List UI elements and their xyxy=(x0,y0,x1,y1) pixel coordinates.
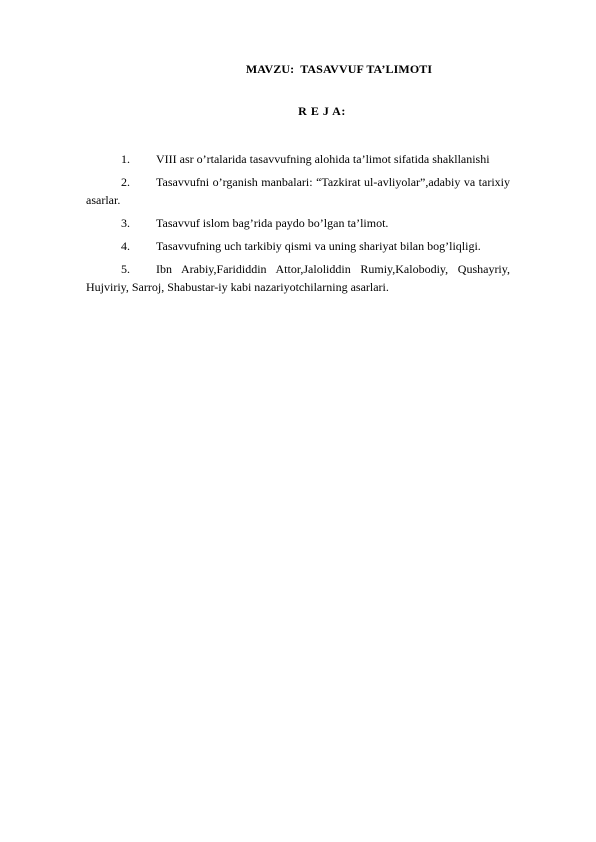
plan-item-number: 2. xyxy=(121,175,130,189)
plan-item xyxy=(86,150,510,168)
plan-item-number: 1. xyxy=(121,152,130,166)
plan-item xyxy=(86,214,510,232)
plan-heading: R E J A: xyxy=(298,104,346,118)
plan-item xyxy=(86,173,510,209)
plan-item xyxy=(86,237,510,255)
plan-item-number: 3. xyxy=(121,216,130,230)
plan-item-text: Ibn Arabiy,Farididdin Attor,Jaloliddin Rumiy,Kalobodiy, Qushayriy, Hujviriy, Sarroj, Shabustar-iy kabi nazariyotchilarning asarlari. xyxy=(86,262,510,294)
plan-item-text: Tasavvuf islom bag’rida paydo bo’lgan ta’limot. xyxy=(156,216,389,230)
plan-item-text: Tasavvufni o’rganish manbalari: “Tazkirat ul-avliyolar”,adabiy va tarixiy asarlar. xyxy=(86,175,510,207)
plan-item xyxy=(86,260,510,296)
plan-item-text: VIII asr o’rtalarida tasavvufning alohida ta’limot sifatida shakllanishi xyxy=(156,152,490,166)
plan-item-number: 5. xyxy=(121,262,130,276)
document-title: MAVZU: TASAVVUF TA’LIMOTI xyxy=(245,62,433,76)
plan-item-number: 4. xyxy=(121,239,130,253)
plan-list xyxy=(86,150,510,301)
plan-item-text: Tasavvufning uch tarkibiy qismi va uning shariyat bilan bog’liqligi. xyxy=(156,239,481,253)
